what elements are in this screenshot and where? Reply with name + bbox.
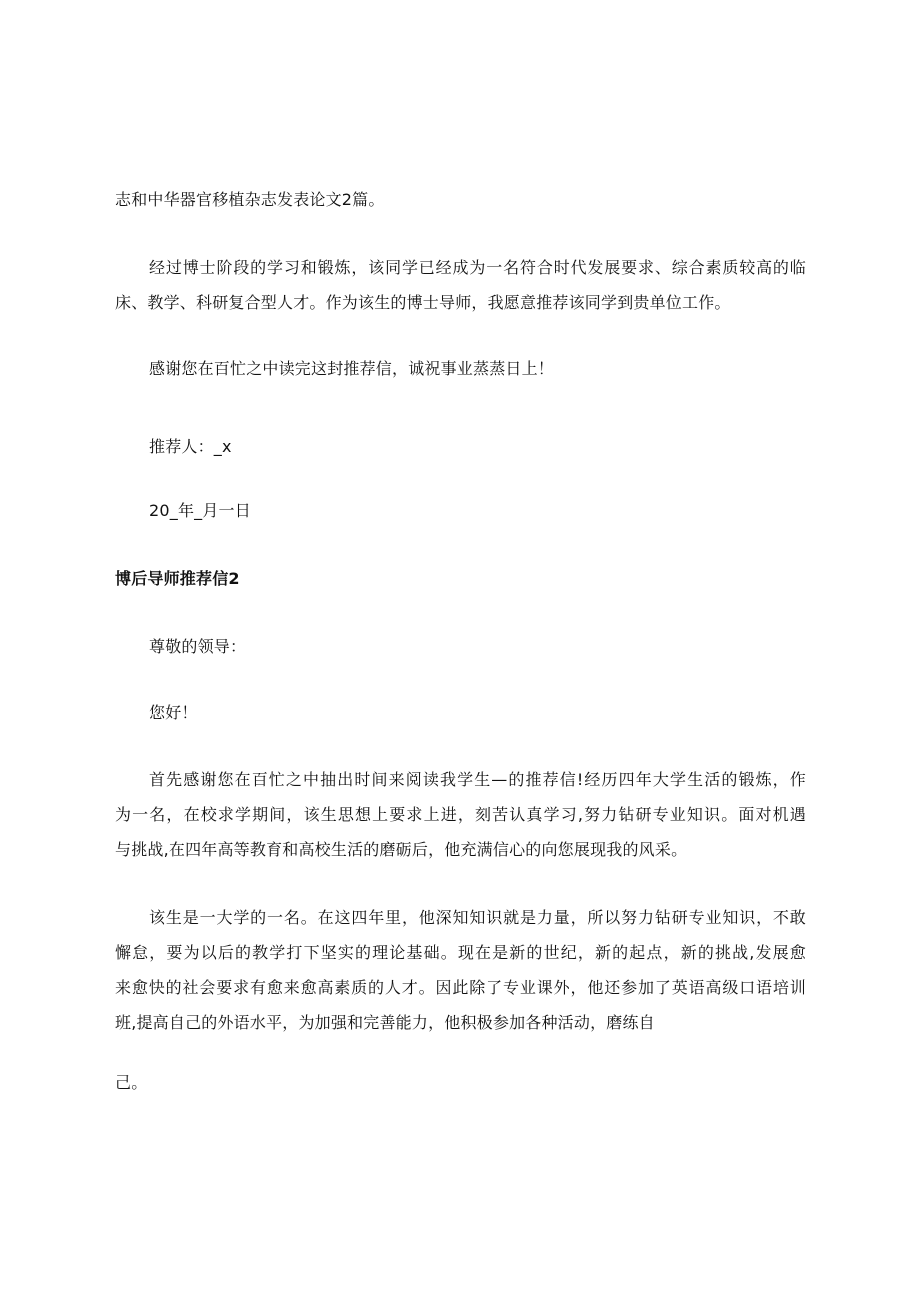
letter1-paragraph-line: 床、教学、科研复合型人才。作为该生的博士导师，我愿意推荐该同学到贵单位工作。: [115, 293, 731, 312]
letter2-salutation: 尊敬的领导：: [149, 637, 247, 656]
letter2-paragraph2-line: 来愈快的社会要求有愈来愈高素质的人才。因此除了专业课外，他还参加了英语高级口语培训: [115, 978, 806, 997]
letter1-date: 20_年_月一日: [149, 501, 251, 520]
letter2-paragraph1-line: 与挑战,在四年高等教育和高校生活的磨砺后，他充满信心的向您展现我的风采。: [115, 840, 688, 859]
letter2-paragraph2-tail: 己。: [115, 1073, 148, 1092]
letter1-paragraph-line: 经过博士阶段的学习和锻炼，该同学已经成为一名符合时代发展要求、综合素质较高的临: [149, 258, 806, 277]
letter2-title: 博后导师推荐信2: [115, 569, 240, 588]
letter1-thanks: 感谢您在百忙之中读完这封推荐信，诚祝事业蒸蒸日上！: [149, 359, 555, 378]
letter2-paragraph1-line: 为一名，在校求学期间，该生思想上要求上进，刻苦认真学习,努力钻研专业知识。面对机遇: [115, 805, 806, 824]
letter2-paragraph2-line: 懈怠，要为以后的教学打下坚实的理论基础。现在是新的世纪，新的起点，新的挑战,发展愈: [115, 943, 806, 962]
letter2-paragraph2-line: 该生是一大学的一名。在这四年里，他深知知识就是力量，所以努力钻研专业知识，不敢: [149, 908, 806, 927]
letter2-paragraph1-line: 首先感谢您在百忙之中抽出时间来阅读我学生—的推荐信!经历四年大学生活的锻炼，作: [149, 770, 806, 789]
letter1-recommender: 推荐人：_x: [149, 437, 232, 456]
carryover-line: 志和中华器官移植杂志发表论文2篇。: [115, 190, 385, 209]
letter2-paragraph2-line: 班,提高自己的外语水平，为加强和完善能力，他积极参加各种活动，磨练自: [115, 1013, 655, 1032]
letter2-greeting: 您好！: [149, 703, 198, 722]
